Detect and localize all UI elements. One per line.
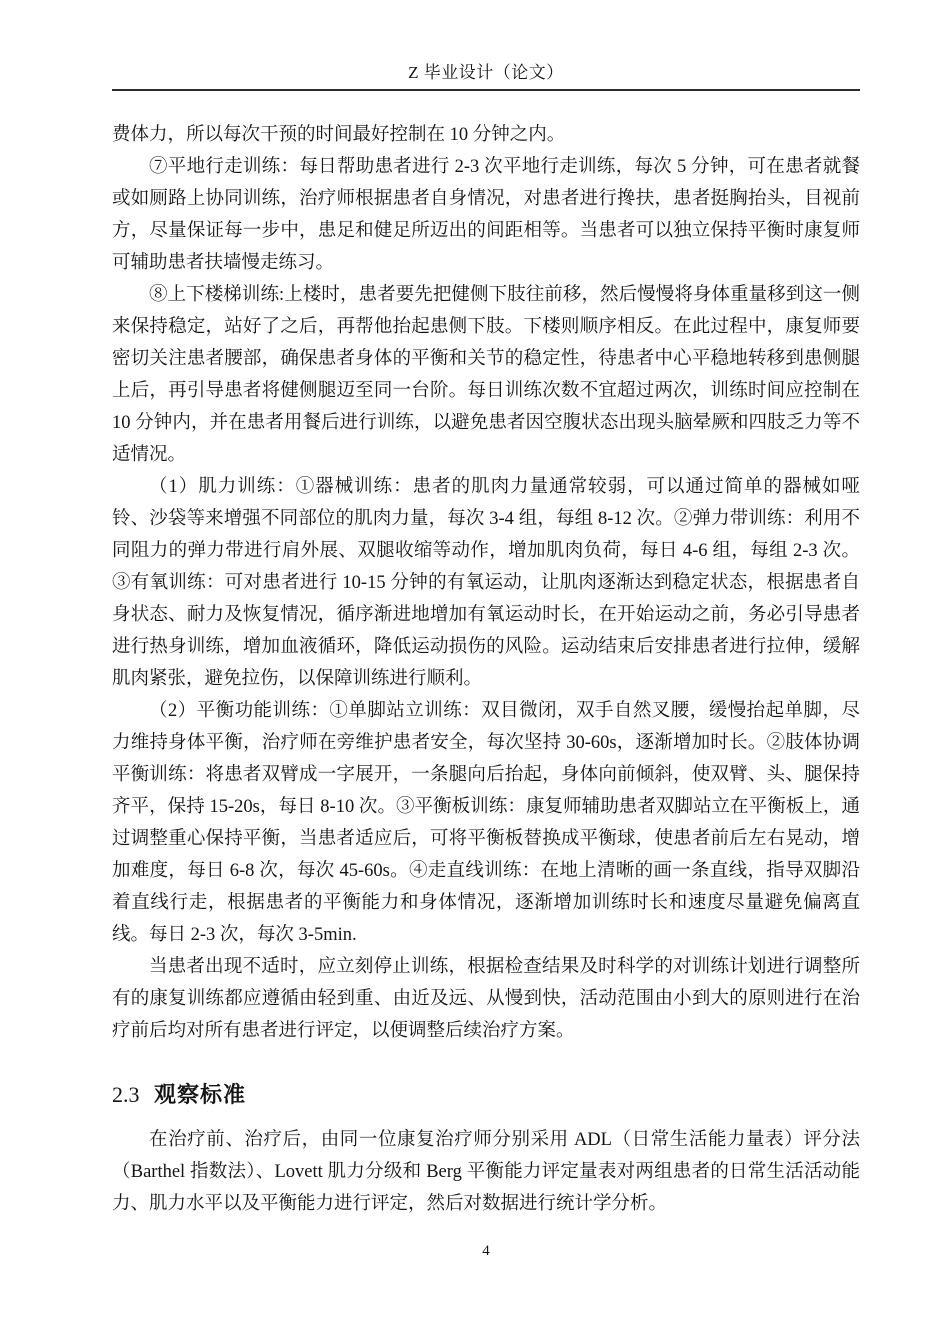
body-paragraph-precautions: 当患者出现不适时，应立刻停止训练，根据检查结果及时科学的对训练计划进行调整所有的康复训练都应遵循由轻到重、由近及远、从慢到快，活动范围由小到大的原则进行在治疗前后均对所有患者进行评定，以便调整后续治疗方案。 <box>112 957 860 1041</box>
body-paragraph-observation-criteria: 在治疗前、治疗后，由同一位康复治疗师分别采用 ADL（日常生活能力量表）评分法（Barthel 指数法）、Lovett 肌力分级和 Berg 平衡能力评定量表对两组患者的日常生活活动能力、肌力水平以及平衡能力进行评定，然后对数据进行统计学分析。 <box>112 1130 860 1214</box>
section-heading-number: 2.3 <box>112 1082 140 1107</box>
running-header <box>112 62 860 91</box>
document-body <box>112 119 860 1220</box>
body-paragraph-strength-training: （1）肌力训练：①器械训练：患者的肌肉力量通常较弱，可以通过简单的器械如哑铃、沙袋等来增强不同部位的肌肉力量，每次 3-4 组，每组 8-12 次。②弹力带训练：利用不同阻力的弹力带进行肩外展、双腿收缩等动作，增加肌肉负荷，每日 4-6 组，每组 2-3 次。③有氧训练：可对患者进行 10-15 分钟的有氧运动，让肌肉逐渐达到稳定状态，根据患者自身状态、耐力及恢复情况，循序渐进地增加有氧运动时长，在开始运动之前，务必引导患者进行热身训练，增加血液循环，降低运动损伤的风险。运动结束后安排患者进行拉伸，缓解肌肉紧张，避免拉伤，以保障训练进行顺利。 <box>112 477 860 689</box>
page-number: 4 <box>482 1243 490 1259</box>
body-paragraph-stairs-training: ⑧上下楼梯训练:上楼时，患者要先把健侧下肢往前移，然后慢慢将身体重量移到这一侧来保持稳定，站好了之后，再帮他抬起患侧下肢。下楼则顺序相反。在此过程中，康复师要密切关注患者腰部，确保患者身体的平衡和关节的稳定性，待患者中心平稳地转移到患侧腿上后，再引导患者将健侧腿迈至同一台阶。每日训练次数不宜超过两次，训练时间应控制在 10 分钟内，并在患者用餐后进行训练，以避免患者因空腹状态出现头脑晕厥和四肢乏力等不适情况。 <box>112 285 860 465</box>
body-paragraph-balance-training: （2）平衡功能训练：①单脚站立训练：双目微闭，双手自然叉腰，缓慢抬起单脚，尽力维持身体平衡，治疗师在旁维护患者安全，每次坚持 30-60s，逐渐增加时长。②肢体协调平衡训练：将患者双臂成一字展开，一条腿向后抬起，身体向前倾斜，使双臂、头、腿保持齐平，保持 15-20s，每日 8-10 次。③平衡板训练：康复师辅助患者双脚站立在平衡板上，通过调整重心保持平衡，当患者适应后，可将平衡板替换成平衡球，使患者前后左右晃动，增加难度，每日 6-8 次，每次 45-60s。④走直线训练：在地上清晰的画一条直线，指导双脚沿着直线行走，根据患者的平衡能力和身体情况，逐渐增加训练时长和速度尽量避免偏离直线。每日 2-3 次，每次 3-5min. <box>112 701 860 945</box>
body-paragraph-walking-training: ⑦平地行走训练：每日帮助患者进行 2-3 次平地行走训练，每次 5 分钟，可在患者就餐或如厕路上协同训练，治疗师根据患者自身情况，对患者进行搀扶，患者挺胸抬头，目视前方，尽量保证每一步中，患足和健足所迈出的间距相等。当患者可以独立保持平衡时康复师可辅助患者扶墙慢走练习。 <box>112 157 860 273</box>
section-heading <box>112 1080 860 1110</box>
body-paragraph-continuation: 费体力，所以每次干预的时间最好控制在 10 分钟之内。 <box>112 125 566 145</box>
section-heading-title: 观察标准 <box>154 1082 247 1107</box>
page-footer <box>112 1241 860 1261</box>
running-header-title: Z 毕业设计（论文） <box>408 63 564 82</box>
